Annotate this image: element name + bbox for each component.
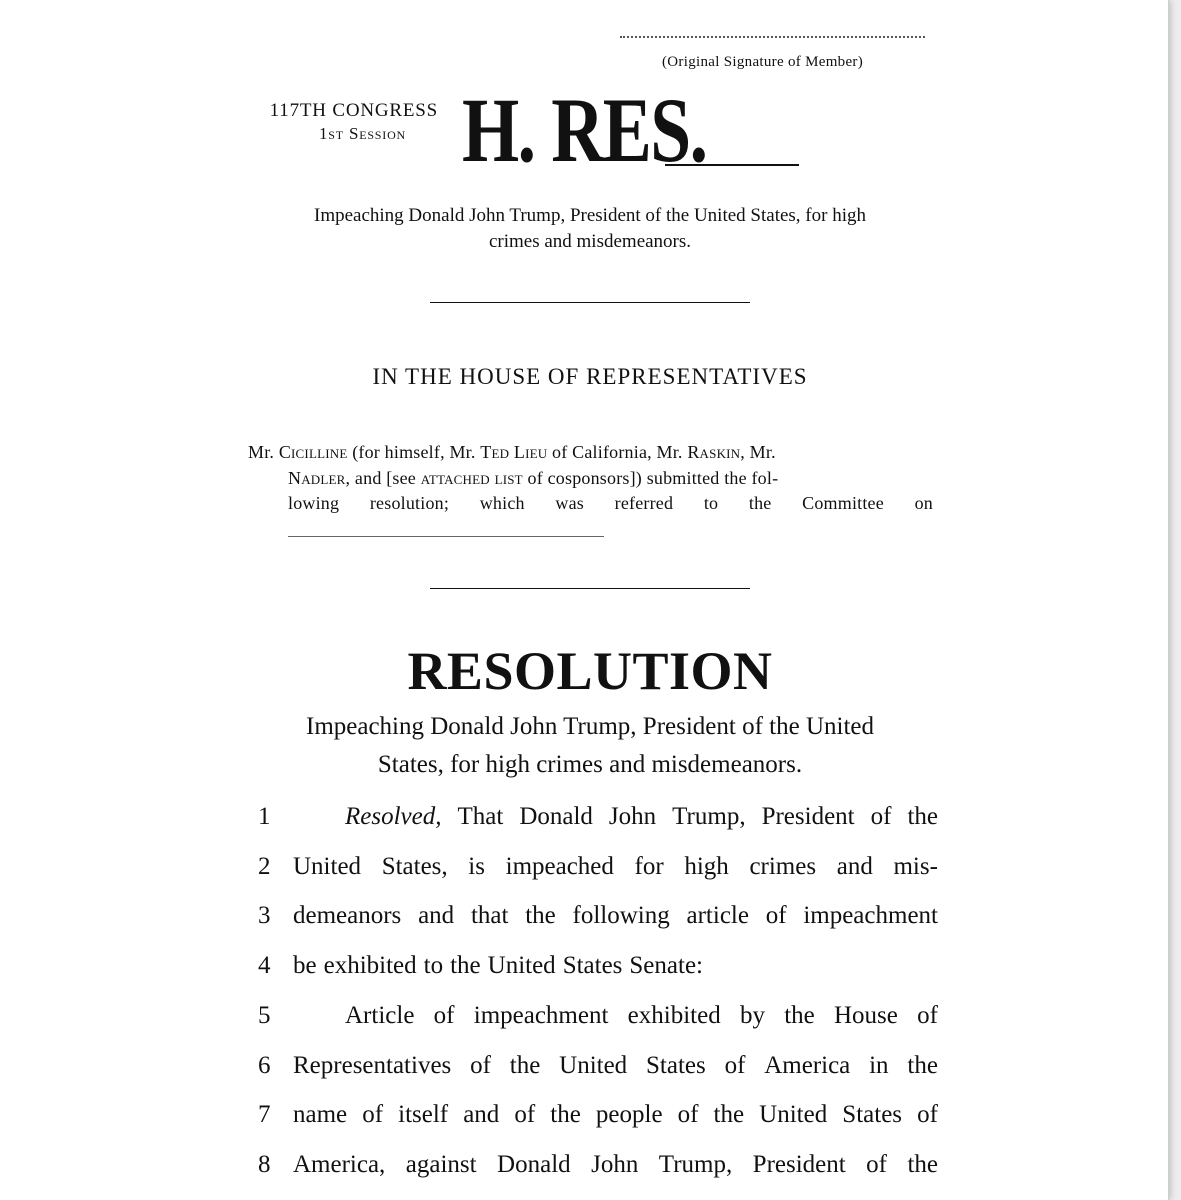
- line-word: John: [591, 1150, 639, 1178]
- line-text: [293, 1101, 938, 1129]
- line-word: against: [405, 1150, 477, 1178]
- line-word: Donald: [519, 803, 593, 830]
- numbered-line: [258, 952, 938, 986]
- line-number: 4: [258, 952, 271, 980]
- line-number: 6: [258, 1051, 271, 1079]
- sponsor-word: which: [479, 493, 525, 513]
- line-word: the: [907, 803, 938, 830]
- line-word: Article: [345, 1001, 415, 1029]
- line-word: United: [293, 852, 362, 880]
- line-word: States: [842, 1101, 903, 1129]
- line-word: of: [765, 902, 787, 930]
- line-word: of: [724, 1051, 746, 1079]
- line-word: of: [433, 1001, 455, 1029]
- line-word: high: [684, 852, 729, 880]
- line-word: Donald: [497, 1150, 571, 1178]
- sponsor-name: Cicilline: [278, 442, 348, 462]
- line-word: Trump,: [672, 803, 746, 830]
- signature-caption: (Original Signature of Member): [662, 54, 864, 70]
- sponsor-name: Raskin: [687, 442, 741, 462]
- sponsor-word: on: [914, 493, 933, 513]
- line-word: States: [562, 952, 623, 980]
- line-word: and: [463, 1101, 500, 1129]
- line-word: mis-: [893, 852, 938, 880]
- line-number: 5: [258, 1001, 271, 1029]
- line-word: for: [634, 852, 664, 880]
- line-word: impeachment: [803, 902, 938, 930]
- numbered-line: [258, 902, 938, 936]
- divider-rule: [430, 302, 750, 303]
- measure-title: H. RES.: [462, 79, 707, 181]
- sponsor-line: [288, 491, 933, 516]
- line-word: States,: [381, 852, 448, 880]
- line-word: the: [907, 1051, 938, 1079]
- line-word: House: [834, 1001, 898, 1029]
- numbered-line: [258, 1101, 938, 1135]
- session-label: 1st Session: [318, 124, 406, 143]
- numbered-line: [258, 1052, 938, 1086]
- sponsor-line: [248, 440, 776, 465]
- line-word: the: [784, 1001, 815, 1029]
- line-word: of: [677, 1101, 699, 1129]
- sponsor-word: referred: [614, 493, 674, 513]
- line-word: the: [509, 1051, 541, 1079]
- numbered-line: [258, 803, 938, 837]
- line-word: of: [866, 1150, 887, 1178]
- line-text: [293, 803, 938, 831]
- line-word: and: [418, 902, 455, 930]
- line-text: [293, 902, 938, 930]
- attached-list-text: attached list: [420, 468, 523, 488]
- numbered-line: [258, 853, 938, 887]
- sponsor-text: , and [see: [345, 468, 421, 488]
- sponsor-name: Ted Lieu: [480, 442, 548, 462]
- line-word: the: [525, 902, 556, 930]
- divider-rule: [430, 588, 750, 589]
- long-title: [240, 708, 940, 784]
- numbered-line: [258, 1002, 938, 1036]
- line-word: name: [293, 1101, 348, 1129]
- sponsor-word: resolution;: [369, 493, 450, 513]
- line-word: impeachment: [473, 1001, 609, 1029]
- line-word: States: [646, 1051, 706, 1079]
- line-word: United: [559, 1051, 628, 1079]
- sponsor-text: , Mr.: [740, 442, 776, 462]
- line-word: people: [595, 1101, 663, 1129]
- sponsor-word: lowing: [288, 493, 340, 513]
- short-title: [240, 203, 940, 255]
- line-word: of: [870, 803, 892, 830]
- line-word: of: [470, 1051, 491, 1079]
- resolution-heading: RESOLUTION: [407, 641, 773, 701]
- line-number: 3: [258, 902, 271, 930]
- line-word: by: [739, 1001, 765, 1029]
- line-number: 8: [258, 1150, 271, 1178]
- line-word: America,: [293, 1150, 386, 1178]
- line-word: of: [917, 1101, 938, 1129]
- line-word: of: [362, 1101, 384, 1129]
- congress-label: 117TH CONGRESS: [269, 100, 438, 121]
- signature-line: [620, 36, 925, 38]
- sponsor-text: (for himself, Mr.: [347, 442, 481, 462]
- line-text: [293, 853, 938, 881]
- line-word: Representatives: [293, 1051, 452, 1079]
- sponsor-word: the: [748, 493, 772, 513]
- short-title-line: Impeaching Donald John Trump, President of the United States, for high: [314, 205, 866, 226]
- line-word: crimes: [749, 852, 817, 880]
- line-word: article: [686, 902, 749, 930]
- line-word: and: [836, 852, 873, 880]
- sponsor-name: Nadler: [288, 468, 346, 488]
- line-word: to: [423, 952, 444, 980]
- sponsor-text: of cosponsors]) submitted the fol-: [522, 468, 779, 488]
- line-number: 1: [258, 803, 271, 830]
- line-number: 7: [258, 1101, 271, 1129]
- line-word: United: [759, 1101, 828, 1129]
- measure-number-blank: [665, 164, 799, 166]
- sponsor-text: Mr.: [248, 442, 279, 462]
- line-word: itself: [398, 1101, 449, 1129]
- line-number: 2: [258, 852, 271, 880]
- line-word: the: [550, 1101, 581, 1129]
- sponsor-word: to: [703, 493, 719, 513]
- line-word: Senate:: [629, 952, 703, 980]
- line-word: the: [713, 1101, 745, 1129]
- sponsor-text: of California, Mr.: [547, 442, 688, 462]
- line-word: of: [917, 1001, 938, 1029]
- line-word: John: [608, 803, 657, 830]
- line-word: the: [450, 952, 481, 980]
- short-title-line: crimes and misdemeanors.: [488, 231, 692, 252]
- line-word: Trump,: [658, 1150, 733, 1178]
- line-word: exhibited: [323, 952, 417, 980]
- line-word: following: [572, 902, 670, 930]
- committee-blank-line: [288, 536, 604, 537]
- line-word: the: [907, 1150, 938, 1178]
- line-word: is: [468, 852, 485, 880]
- line-word: demeanors: [293, 902, 402, 930]
- line-word: America: [764, 1051, 851, 1079]
- long-title-line: Impeaching Donald John Trump, President of the United: [306, 713, 874, 740]
- line-text: [293, 1052, 938, 1080]
- line-word: impeached: [505, 852, 614, 880]
- line-word: exhibited: [627, 1001, 721, 1029]
- line-word: of: [514, 1101, 536, 1129]
- sponsor-word: Committee: [802, 493, 884, 513]
- line-word: that: [470, 902, 509, 930]
- line-text: [293, 1151, 938, 1179]
- line-text: [293, 952, 938, 980]
- numbered-line: [258, 1151, 938, 1185]
- line-word: That: [457, 803, 504, 830]
- chamber-heading: IN THE HOUSE OF REPRESENTATIVES: [372, 364, 808, 389]
- line-text: [293, 1002, 938, 1030]
- sponsor-word: was: [555, 493, 584, 513]
- line-word: United: [487, 952, 556, 980]
- sponsor-line: [288, 466, 778, 491]
- line-word: President: [761, 803, 855, 830]
- line-word: be: [293, 952, 317, 980]
- line-word: in: [869, 1051, 889, 1079]
- resolved-word: Resolved,: [345, 803, 442, 830]
- line-word: President: [752, 1150, 846, 1178]
- long-title-line: States, for high crimes and misdemeanors.: [377, 751, 803, 778]
